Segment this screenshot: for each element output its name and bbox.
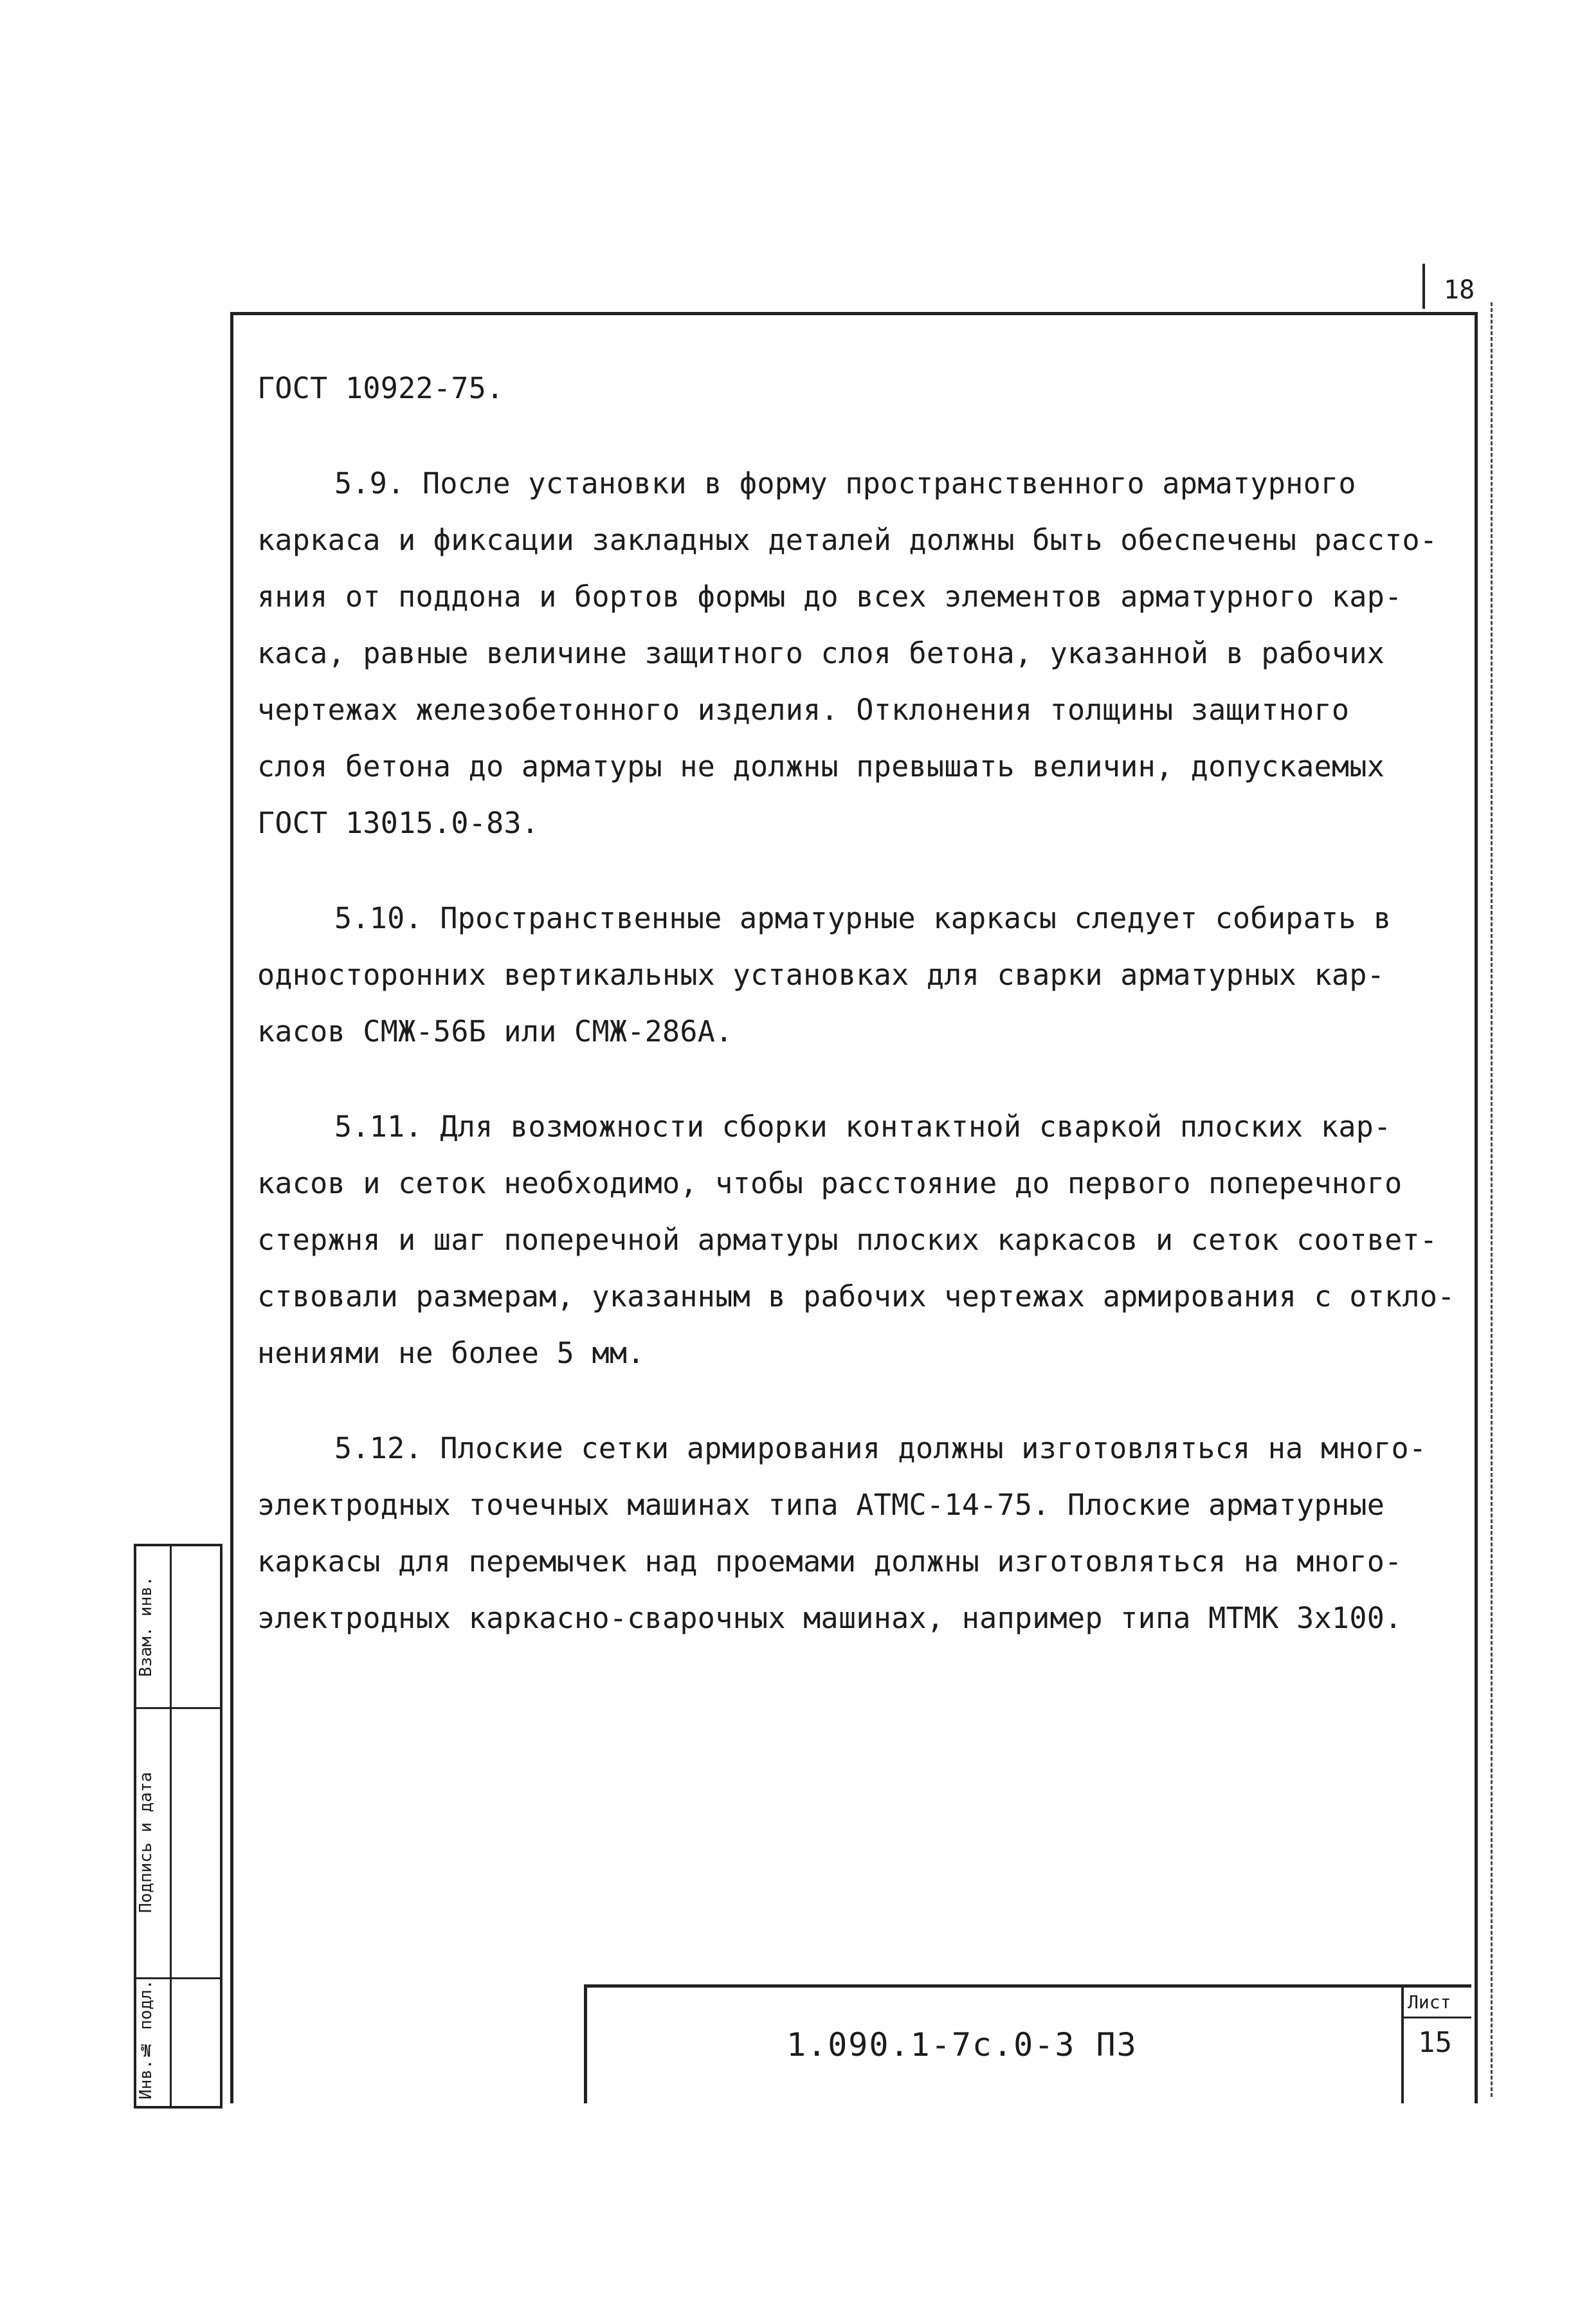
section-5-11 (257, 1099, 1453, 1382)
section-line: чертежах железобетонного изделия. Отклонения толщины защитного (257, 693, 1350, 727)
section-line: касов СМЖ-56Б или СМЖ-286А. (257, 1014, 733, 1048)
section-line: касов и сеток необходимо, чтобы расстояние до первого поперечного (257, 1166, 1403, 1200)
section-line: ГОСТ 13015.0-83. (257, 806, 540, 840)
section-line: электродных каркасно-сварочных машинах, например типа МТМК 3х100. (257, 1601, 1403, 1635)
section-line: нениями не более 5 мм. (257, 1336, 645, 1370)
stamp-label-signature-date: Подпись и дата (136, 1771, 156, 1913)
section-line: каса, равные величине защитного слоя бетона, указанной в рабочих (257, 636, 1385, 670)
title-block (584, 1984, 1471, 2103)
section-line: каркаса и фиксации закладных деталей должны быть обеспечены рассто- (257, 523, 1438, 557)
intro-line: ГОСТ 10922-75. (257, 371, 504, 405)
section-line: слоя бетона до арматуры не должны превышать величин, допускаемых (257, 749, 1385, 783)
side-stamp (134, 1544, 222, 2109)
intro-paragraph (257, 360, 1453, 417)
sheet-number: 15 (1418, 2026, 1452, 2059)
section-5-12 (257, 1420, 1453, 1647)
sheet-box (1401, 1988, 1471, 2103)
section-line: яния от поддона и бортов формы до всех элементов арматурного кар- (257, 580, 1403, 614)
section-line: односторонних вертикальных установках для сварки арматурных кар- (257, 958, 1385, 992)
section-line: 5.12. Плоские сетки армирования должны изготовляться на много- (334, 1431, 1427, 1465)
page-number-mark (1422, 264, 1425, 309)
sheet-label: Лист (1408, 1991, 1451, 2013)
frame-dashed-edge (1491, 302, 1493, 2097)
page-corner-number: 18 (1444, 275, 1475, 305)
document-code: 1.090.1-7с.0-3 ПЗ (786, 2026, 1138, 2063)
section-line: 5.11. Для возможности сборки контактной сваркой плоских кар- (334, 1110, 1392, 1144)
section-5-10 (257, 890, 1453, 1060)
document-body (257, 360, 1453, 1685)
section-line: 5.9. После установки в форму пространственного арматурного (334, 466, 1356, 500)
section-line: каркасы для перемычек над проемами должны изготовляться на много- (257, 1544, 1403, 1578)
section-line: ствовали размерам, указанным в рабочих чертежах армирования с откло- (257, 1279, 1455, 1313)
section-line: электродных точечных машинах типа АТМС-14-75. Плоские арматурные (257, 1488, 1385, 1522)
section-line: стержня и шаг поперечной арматуры плоских каркасов и сеток соответ- (257, 1223, 1438, 1257)
section-line: 5.10. Пространственные арматурные каркасы следует собирать в (334, 901, 1392, 935)
stamp-label-replaced: Взам. инв. (136, 1576, 156, 1678)
section-5-9 (257, 455, 1453, 852)
stamp-label-inventory: Инв.№ подл. (136, 1979, 156, 2100)
